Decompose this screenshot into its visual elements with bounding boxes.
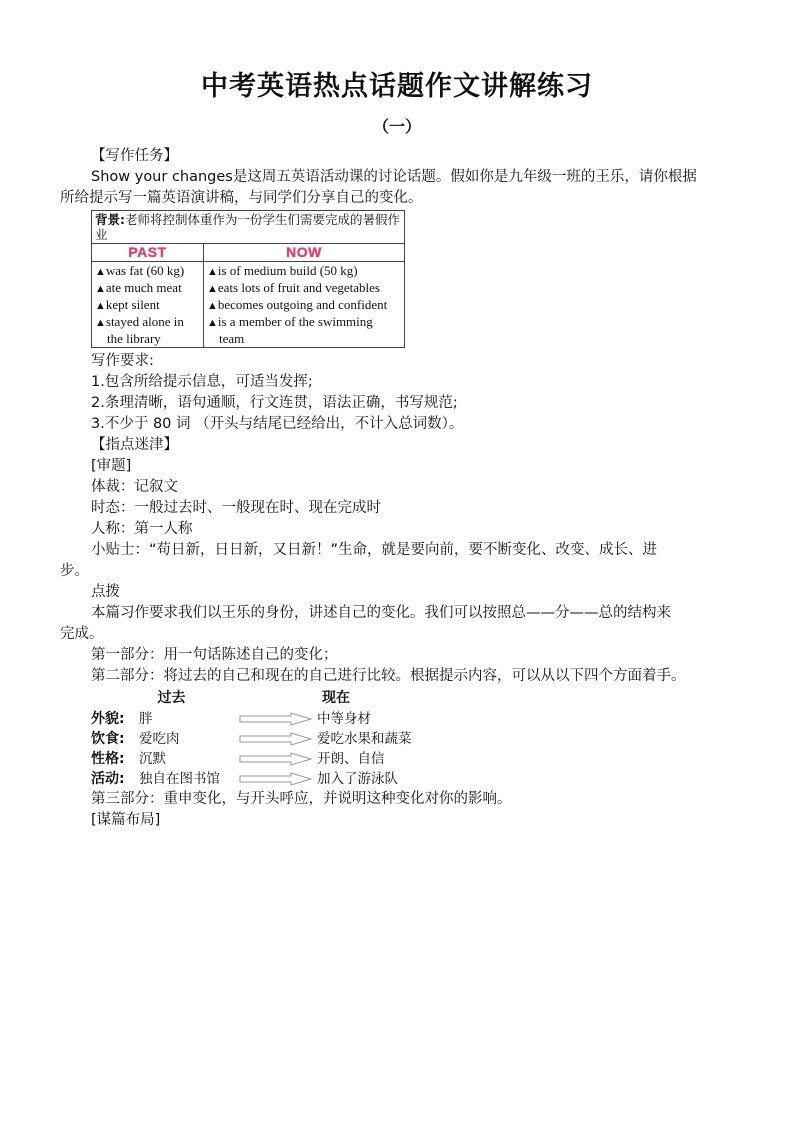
genre-line: 体裁：记叙文 <box>91 479 178 495</box>
comparison-now-value: 加入了游泳队 <box>317 771 398 787</box>
now-item: ▲eats lots of fruit and vegetables <box>207 280 380 295</box>
comparison-aspect-label: 性格: <box>91 751 125 767</box>
part-two-line: 第二部分：将过去的自己和现在的自己进行比较。根据提示内容，可以从以下四个方面着手。 <box>91 668 686 684</box>
intro-line-1 <box>60 167 736 188</box>
comparison-past-value: 沉默 <box>139 751 166 767</box>
layout-heading: [谋篇布局] <box>91 812 161 828</box>
arrow-right-icon <box>239 712 313 726</box>
intro-line-2: 所给提示写一篇英语演讲稿，与同学们分享自己的变化。 <box>60 190 423 206</box>
comparison-past-value: 独自在图书馆 <box>139 771 220 787</box>
part-one-line: 第一部分：用一句话陈述自己的变化； <box>91 647 338 663</box>
explain-line-1: 本篇习作要求我们以王乐的身份，讲述自己的变化。我们可以按照总——分——总的结构来 <box>91 605 671 621</box>
background-cell <box>92 211 405 244</box>
section-task-heading: 【写作任务】 <box>91 148 178 164</box>
now-item: ▲is of medium build (50 kg) <box>207 263 358 278</box>
comparison-row <box>91 769 471 789</box>
topic-english: Show your changes <box>91 169 233 185</box>
comparison-row <box>91 749 471 769</box>
comparison-rows <box>91 709 471 789</box>
past-header: PAST <box>92 244 204 262</box>
now-item: ▲is a member of the swimming team <box>207 314 373 346</box>
comparison-now-value: 开朗、自信 <box>317 751 385 767</box>
comparison-aspect-label: 活动: <box>91 771 125 787</box>
part-three-line: 第三部分：重申变化，与开头呼应，并说明这种变化对你的影响。 <box>91 791 512 807</box>
page-title: 中考英语热点话题作文讲解练习 <box>201 71 593 102</box>
now-item: ▲becomes outgoing and confident <box>207 297 388 312</box>
intro-text-1: 是这周五英语活动课的讨论话题。假如你是九年级一班的王乐，请你根据 <box>232 169 697 185</box>
arrow-right-icon <box>239 772 313 786</box>
past-item: ▲was fat (60 kg) <box>95 263 185 278</box>
requirement-item: 2.条理清晰，语句通顺，行文连贯，语法正确，书写规范; <box>91 395 458 411</box>
pointer-heading: 点拨 <box>91 584 120 600</box>
comparison-aspect-label: 饮食: <box>91 731 125 747</box>
guide-heading: 【指点迷津】 <box>91 437 178 453</box>
tense-line: 时态：一般过去时、一般现在时、现在完成时 <box>91 500 381 516</box>
document-body <box>60 146 736 831</box>
past-item: ▲stayed alone in the library <box>95 314 184 346</box>
comparison-past-value: 胖 <box>139 711 153 727</box>
page-subtitle: （一） <box>372 117 421 136</box>
task-table <box>91 210 405 348</box>
requirement-item: 1.包含所给提示信息，可适当发挥; <box>91 374 313 390</box>
comparison-now-value: 爱吃水果和蔬菜 <box>317 731 412 747</box>
past-column <box>92 262 204 348</box>
review-heading: [审题] <box>91 458 132 474</box>
past-item: ▲kept silent <box>95 297 160 312</box>
comparison-now-value: 中等身材 <box>317 711 371 727</box>
explain-line-2: 完成。 <box>60 626 104 642</box>
background-text: 老师将控制体重作为一份学生们需要完成的暑假作业 <box>95 212 401 242</box>
comparison-aspect-label: 外貌: <box>91 711 125 727</box>
person-line: 人称：第一人称 <box>91 521 193 537</box>
comparison-row <box>91 729 471 749</box>
requirement-item: 3.不少于 80 词 （开头与结尾已经给出，不计入总词数）。 <box>91 416 464 432</box>
past-item: ▲ate much meat <box>95 280 182 295</box>
comparison-past-heading: 过去 <box>157 690 186 706</box>
comparison-header <box>91 687 471 709</box>
comparison-figure <box>91 687 471 789</box>
comparison-past-value: 爱吃肉 <box>139 731 180 747</box>
tip-line-1: 小贴士：“苟日新，日日新，又日新！”生命，就是要向前，要不断变化、改变、成长、进 <box>91 542 658 558</box>
tip-line-2: 步。 <box>60 563 89 579</box>
requirements-heading: 写作要求: <box>91 353 154 369</box>
arrow-right-icon <box>239 752 313 766</box>
now-column <box>204 262 405 348</box>
comparison-now-heading: 现在 <box>321 690 350 706</box>
background-label: 背景: <box>95 212 125 227</box>
comparison-row <box>91 709 471 729</box>
now-header: NOW <box>204 244 405 262</box>
arrow-right-icon <box>239 732 313 746</box>
